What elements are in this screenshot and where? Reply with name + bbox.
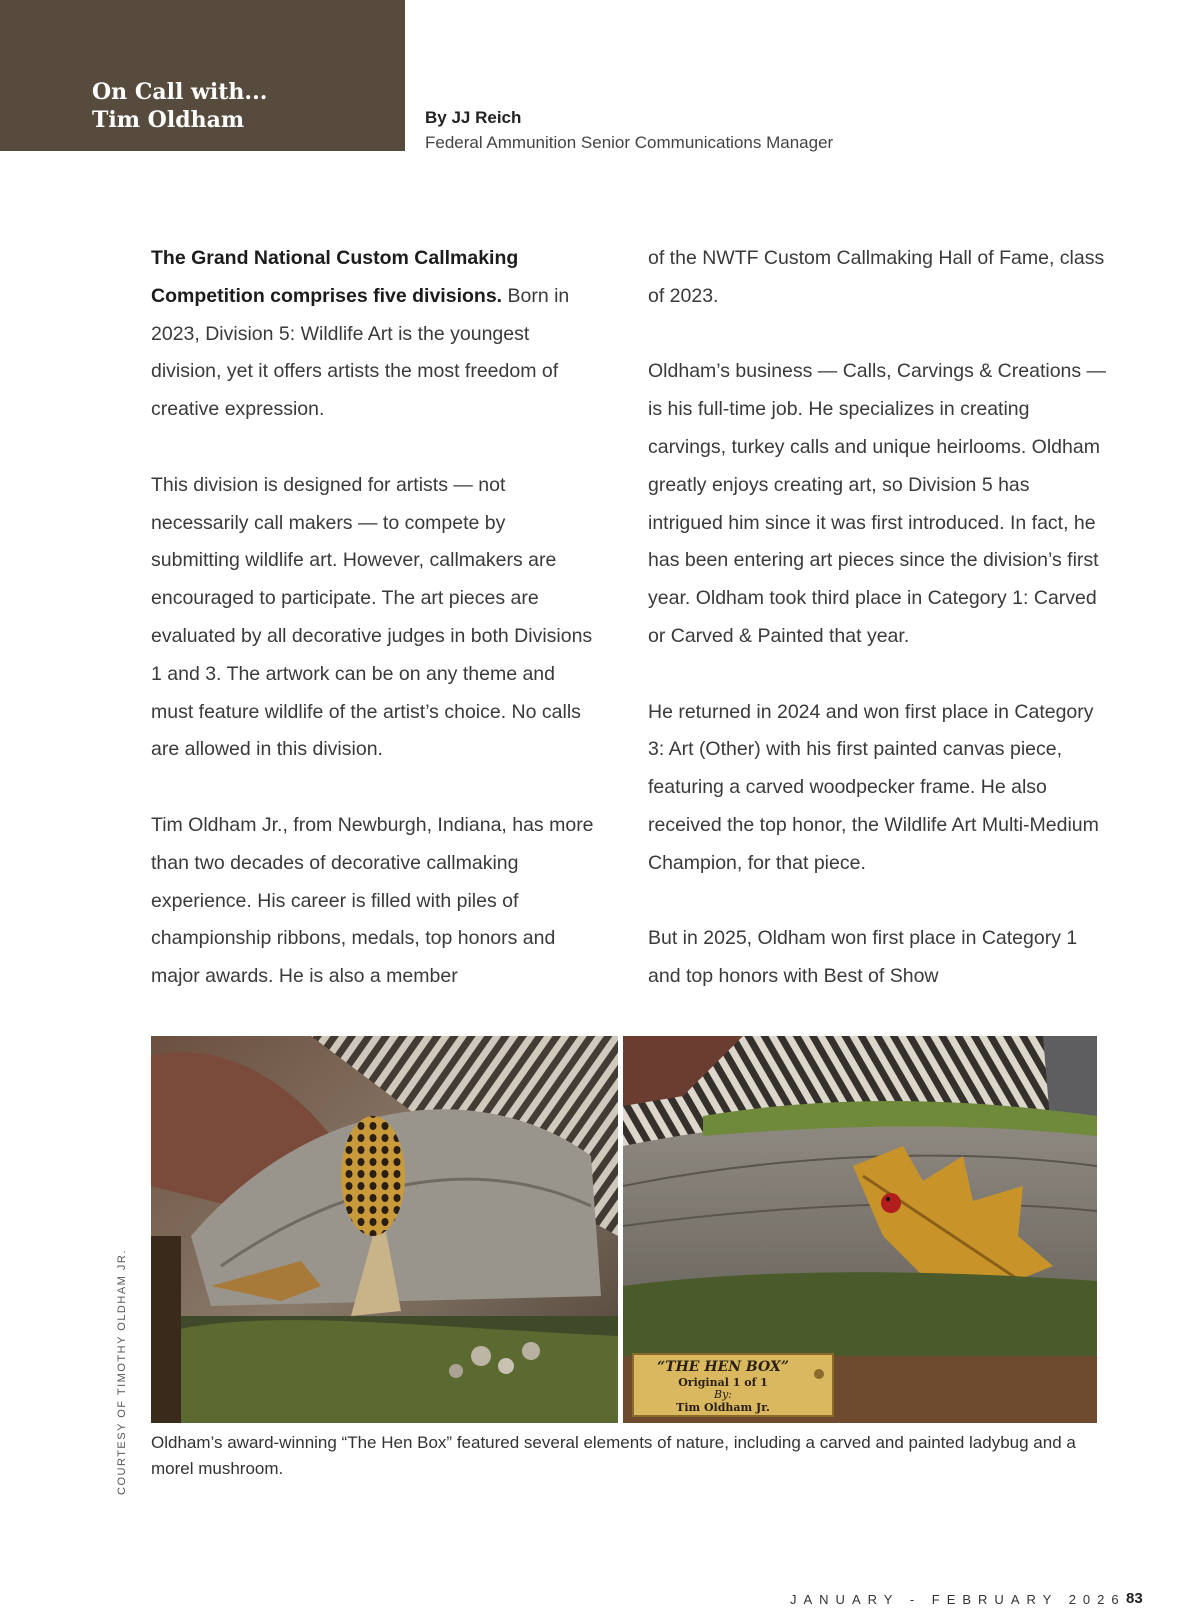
- morel-mushroom-photo: [151, 1036, 618, 1423]
- paragraph-6: He returned in 2024 and won first place in Category 3: Art (Other) with his first painted canvas piece, featuring a carved woodpecker frame. He also received the top honor, the Wildlife Art Multi-Medium Champion, for that piece.: [648, 700, 1099, 874]
- paragraph-7: But in 2025, Oldham won first place in Category 1 and top honors with Best of Show: [648, 927, 1078, 988]
- author-role: Federal Ammunition Senior Communications Manager: [425, 133, 834, 152]
- header-banner: [0, 0, 405, 151]
- article-column-right: [648, 240, 1108, 1034]
- author-name: By JJ Reich: [425, 108, 522, 127]
- title-line-2: Tim Oldham: [92, 107, 245, 133]
- plaque-edition: Original 1 of 1: [678, 1376, 768, 1389]
- plaque-title: “THE HEN BOX”: [657, 1359, 789, 1375]
- plaque-by: By:: [713, 1388, 733, 1401]
- column-title: [92, 78, 267, 134]
- photo-caption: Oldham’s award-winning “The Hen Box” featured several elements of nature, including a carved and painted ladybug and a morel mushroom.: [151, 1433, 1076, 1478]
- leaf-ladybug-photo: [623, 1036, 1097, 1423]
- photo-credit: COURTESY OF TIMOTHY OLDHAM JR.: [116, 1249, 128, 1495]
- paragraph-1: [151, 240, 596, 429]
- lead-rest: Born in 2023, Division 5: Wildlife Art is the youngest division, yet it offers artists the most freedom of creative expression.: [151, 284, 570, 421]
- paragraph-4: of the NWTF Custom Callmaking Hall of Fame, class of 2023.: [648, 247, 1105, 307]
- lead-sentence: The Grand National Custom Callmaking Competition comprises five divisions.: [151, 247, 519, 307]
- byline: [425, 106, 833, 156]
- article-column-left: [151, 240, 596, 1034]
- title-line-1: On Call with...: [92, 79, 268, 105]
- issue-date: JANUARY - FEBRUARY 2026: [790, 1592, 1126, 1607]
- page-number: 83: [1126, 1590, 1143, 1607]
- paragraph-5: Oldham’s business — Calls, Carvings & Creations — is his full-time job. He specializes in creating carvings, turkey calls and unique heirlooms. Oldham greatly enjoys creating art, so Division 5 has intrigued him since it was first introduced. In fact, he has been entering art pieces since the division’s first year. Oldham took third place in Category 1: Carved or Carved & Painted that year.: [648, 360, 1107, 647]
- paragraph-2: This division is designed for artists — not necessarily call makers — to compete by submitting wildlife art. However, callmakers are encouraged to participate. The art pieces are evaluated by all decorative judges in both Divisions 1 and 3. The artwork can be on any theme and must feature wildlife of the artist’s choice. No calls are allowed in this division.: [151, 473, 593, 761]
- plaque-artist: Tim Oldham Jr.: [676, 1401, 770, 1414]
- paragraph-3: Tim Oldham Jr., from Newburgh, Indiana, has more than two decades of decorative callmaking experience. His career is filled with piles of championship ribbons, medals, top honors and major awards. He is also a member: [151, 813, 594, 988]
